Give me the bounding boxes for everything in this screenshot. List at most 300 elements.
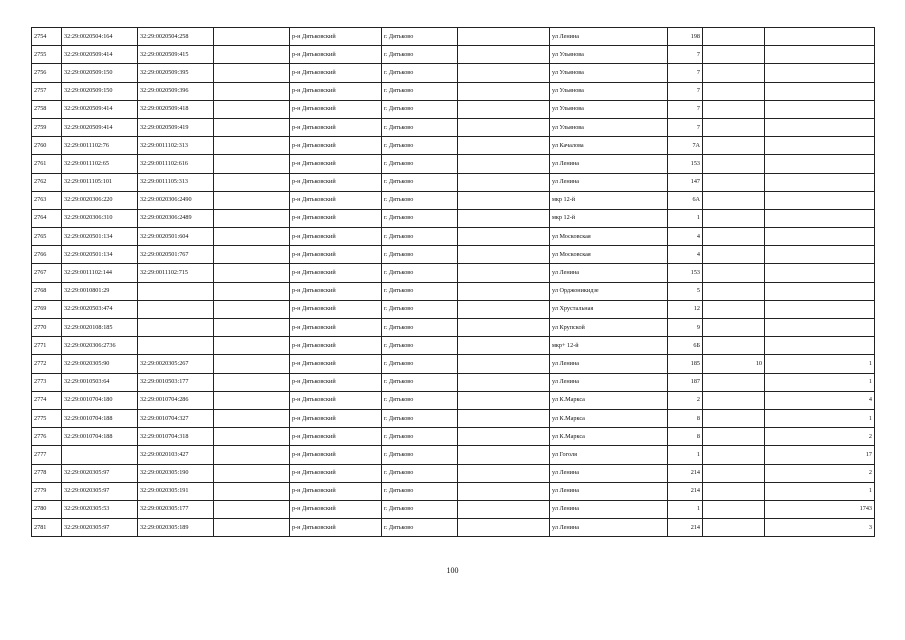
cell-apartment [765, 337, 875, 355]
cell-district: р-н Дятьковский [290, 464, 382, 482]
cell-building [703, 228, 765, 246]
cell-street: ул Ленина [550, 173, 668, 191]
cell-apartment [765, 173, 875, 191]
cell-blank-col-2 [458, 464, 550, 482]
cell-city: г. Дятьково [382, 264, 458, 282]
table-row [32, 373, 875, 391]
cell-house-number: 187 [668, 373, 703, 391]
table-row [32, 209, 875, 227]
cell-district: р-н Дятьковский [290, 155, 382, 173]
cell-cadastral-number: 32:29:0011102:144 [62, 264, 138, 282]
cell-blank-col [214, 209, 290, 227]
cell-cadastral-number: 32:29:0020509:150 [62, 82, 138, 100]
table-row [32, 100, 875, 118]
cell-row-index: 2754 [32, 28, 62, 46]
cell-district: р-н Дятьковский [290, 46, 382, 64]
cell-cadastral-number: 32:29:0020305:90 [62, 355, 138, 373]
cell-city: г. Дятьково [382, 100, 458, 118]
cell-cadastral-number [62, 446, 138, 464]
cell-apartment [765, 264, 875, 282]
cell-street: ул Ленина [550, 482, 668, 500]
table-row [32, 428, 875, 446]
cell-district: р-н Дятьковский [290, 28, 382, 46]
cell-blank-col [214, 173, 290, 191]
cell-row-index: 2772 [32, 355, 62, 373]
cell-apartment [765, 100, 875, 118]
cell-object-number [138, 337, 214, 355]
cell-apartment: 3 [765, 519, 875, 537]
cell-district: р-н Дятьковский [290, 173, 382, 191]
cell-city: г. Дятьково [382, 191, 458, 209]
cell-city: г. Дятьково [382, 300, 458, 318]
registry-table [31, 27, 875, 537]
cell-house-number: 4 [668, 246, 703, 264]
cell-city: г. Дятьково [382, 28, 458, 46]
cell-house-number: 2 [668, 391, 703, 409]
cell-blank-col-2 [458, 28, 550, 46]
cell-district: р-н Дятьковский [290, 264, 382, 282]
cell-building [703, 118, 765, 136]
cell-building [703, 300, 765, 318]
table-row [32, 173, 875, 191]
cell-street: ул Ульянова [550, 82, 668, 100]
cell-house-number: 9 [668, 319, 703, 337]
cell-blank-col-2 [458, 355, 550, 373]
cell-object-number: 32:29:0020501:604 [138, 228, 214, 246]
cell-apartment [765, 282, 875, 300]
cell-house-number: 214 [668, 482, 703, 500]
cell-cadastral-number: 32:29:0020503:474 [62, 300, 138, 318]
cell-district: р-н Дятьковский [290, 482, 382, 500]
cell-row-index: 2775 [32, 409, 62, 427]
table-row [32, 82, 875, 100]
cell-object-number: 32:29:0020103:427 [138, 446, 214, 464]
cell-district: р-н Дятьковский [290, 64, 382, 82]
cell-cadastral-number: 32:29:0020108:185 [62, 319, 138, 337]
cell-blank-col [214, 191, 290, 209]
cell-building [703, 100, 765, 118]
cell-street: ул Ленина [550, 355, 668, 373]
cell-apartment [765, 28, 875, 46]
cell-blank-col-2 [458, 46, 550, 64]
cell-row-index: 2778 [32, 464, 62, 482]
cell-city: г. Дятьково [382, 118, 458, 136]
cell-blank-col-2 [458, 64, 550, 82]
cell-blank-col [214, 391, 290, 409]
cell-object-number: 32:29:0020509:396 [138, 82, 214, 100]
cell-street: ул Ленина [550, 519, 668, 537]
cell-house-number: 214 [668, 464, 703, 482]
cell-apartment [765, 82, 875, 100]
cell-city: г. Дятьково [382, 355, 458, 373]
cell-house-number: 7 [668, 64, 703, 82]
cell-cadastral-number: 32:29:0020305:97 [62, 482, 138, 500]
table-row [32, 137, 875, 155]
cell-cadastral-number: 32:29:0020509:414 [62, 100, 138, 118]
table-row [32, 446, 875, 464]
cell-blank-col-2 [458, 118, 550, 136]
cell-cadastral-number: 32:29:0010503:64 [62, 373, 138, 391]
cell-building [703, 482, 765, 500]
cell-blank-col [214, 82, 290, 100]
cell-house-number: 1 [668, 209, 703, 227]
cell-blank-col [214, 155, 290, 173]
cell-district: р-н Дятьковский [290, 337, 382, 355]
cell-object-number [138, 319, 214, 337]
cell-street: ул Ленина [550, 28, 668, 46]
cell-house-number: 7 [668, 100, 703, 118]
cell-cadastral-number: 32:29:0011105:101 [62, 173, 138, 191]
cell-cadastral-number: 32:29:0010704:188 [62, 428, 138, 446]
cell-district: р-н Дятьковский [290, 282, 382, 300]
cell-object-number [138, 282, 214, 300]
cell-street: ул Ленина [550, 373, 668, 391]
cell-house-number: 7 [668, 82, 703, 100]
cell-house-number: 1 [668, 500, 703, 518]
cell-row-index: 2765 [32, 228, 62, 246]
cell-building [703, 500, 765, 518]
cell-cadastral-number: 32:29:0010801:29 [62, 282, 138, 300]
cell-blank-col [214, 446, 290, 464]
cell-blank-col-2 [458, 428, 550, 446]
table-row [32, 337, 875, 355]
cell-building [703, 209, 765, 227]
cell-building [703, 46, 765, 64]
cell-blank-col [214, 464, 290, 482]
cell-street: ул Ульянова [550, 118, 668, 136]
cell-district: р-н Дятьковский [290, 209, 382, 227]
cell-district: р-н Дятьковский [290, 100, 382, 118]
cell-building [703, 391, 765, 409]
cell-object-number: 32:29:0011102:616 [138, 155, 214, 173]
cell-street: ул Качалова [550, 137, 668, 155]
cell-apartment [765, 191, 875, 209]
cell-house-number: 214 [668, 519, 703, 537]
cell-street: мкр+ 12-й [550, 337, 668, 355]
cell-blank-col [214, 373, 290, 391]
page-number: 100 [446, 566, 459, 575]
cell-row-index: 2757 [32, 82, 62, 100]
cell-street: ул К.Маркса [550, 409, 668, 427]
cell-blank-col [214, 519, 290, 537]
table-row [32, 191, 875, 209]
cell-object-number: 32:29:0010704:318 [138, 428, 214, 446]
table-row [32, 155, 875, 173]
cell-apartment: 17 [765, 446, 875, 464]
cell-apartment: 2 [765, 428, 875, 446]
cell-cadastral-number: 32:29:0020305:97 [62, 519, 138, 537]
cell-blank-col-2 [458, 246, 550, 264]
cell-building [703, 28, 765, 46]
cell-object-number: 32:29:0020306:2489 [138, 209, 214, 227]
cell-building [703, 64, 765, 82]
cell-object-number: 32:29:0010704:286 [138, 391, 214, 409]
cell-district: р-н Дятьковский [290, 300, 382, 318]
cell-building [703, 137, 765, 155]
cell-street: ул Ульянова [550, 100, 668, 118]
cell-house-number: 6А [668, 191, 703, 209]
cell-building [703, 155, 765, 173]
cell-house-number: 8 [668, 428, 703, 446]
cell-row-index: 2761 [32, 155, 62, 173]
cell-blank-col-2 [458, 209, 550, 227]
cell-blank-col [214, 300, 290, 318]
cell-blank-col [214, 409, 290, 427]
cell-building [703, 82, 765, 100]
cell-city: г. Дятьково [382, 137, 458, 155]
cell-apartment [765, 209, 875, 227]
cell-object-number: 32:29:0020501:767 [138, 246, 214, 264]
cell-row-index: 2756 [32, 64, 62, 82]
cell-district: р-н Дятьковский [290, 191, 382, 209]
cell-blank-col-2 [458, 409, 550, 427]
cell-object-number: 32:29:0020509:418 [138, 100, 214, 118]
cell-house-number: 7А [668, 137, 703, 155]
cell-row-index: 2770 [32, 319, 62, 337]
cell-street: ул Московская [550, 228, 668, 246]
cell-house-number: 7 [668, 118, 703, 136]
cell-cadastral-number: 32:29:0020306:310 [62, 209, 138, 227]
cell-row-index: 2758 [32, 100, 62, 118]
cell-blank-col [214, 355, 290, 373]
cell-blank-col [214, 100, 290, 118]
cell-cadastral-number: 32:29:0011102:65 [62, 155, 138, 173]
cell-cadastral-number: 32:29:0020306:2736 [62, 337, 138, 355]
cell-row-index: 2773 [32, 373, 62, 391]
cell-blank-col [214, 319, 290, 337]
cell-district: р-н Дятьковский [290, 500, 382, 518]
cell-street: ул Московская [550, 246, 668, 264]
cell-blank-col-2 [458, 482, 550, 500]
cell-object-number: 32:29:0020509:415 [138, 46, 214, 64]
cell-row-index: 2776 [32, 428, 62, 446]
cell-cadastral-number: 32:29:0020509:414 [62, 46, 138, 64]
cell-object-number: 32:29:0020305:267 [138, 355, 214, 373]
cell-apartment [765, 118, 875, 136]
cell-city: г. Дятьково [382, 173, 458, 191]
cell-apartment [765, 228, 875, 246]
cell-blank-col-2 [458, 373, 550, 391]
cell-row-index: 2774 [32, 391, 62, 409]
cell-row-index: 2767 [32, 264, 62, 282]
cell-blank-col [214, 500, 290, 518]
cell-apartment: 1 [765, 355, 875, 373]
cell-object-number: 32:29:0011102:313 [138, 137, 214, 155]
cell-house-number: 1 [668, 446, 703, 464]
cell-cadastral-number: 32:29:0020504:164 [62, 28, 138, 46]
cell-street: ул Ульянова [550, 64, 668, 82]
cell-blank-col-2 [458, 264, 550, 282]
cell-row-index: 2781 [32, 519, 62, 537]
table-row [32, 355, 875, 373]
cell-apartment: 1 [765, 409, 875, 427]
table-row [32, 391, 875, 409]
table-row [32, 482, 875, 500]
cell-district: р-н Дятьковский [290, 373, 382, 391]
cell-district: р-н Дятьковский [290, 519, 382, 537]
cell-cadastral-number: 32:29:0020501:134 [62, 246, 138, 264]
cell-building [703, 246, 765, 264]
cell-district: р-н Дятьковский [290, 409, 382, 427]
cell-row-index: 2755 [32, 46, 62, 64]
table-row [32, 282, 875, 300]
cell-street: ул К.Маркса [550, 391, 668, 409]
cell-district: р-н Дятьковский [290, 428, 382, 446]
cell-street: мкр 12-й [550, 191, 668, 209]
table-row [32, 46, 875, 64]
cell-building [703, 373, 765, 391]
cell-district: р-н Дятьковский [290, 228, 382, 246]
cell-blank-col-2 [458, 282, 550, 300]
cell-cadastral-number: 32:29:0010704:180 [62, 391, 138, 409]
cell-city: г. Дятьково [382, 428, 458, 446]
cell-house-number: 185 [668, 355, 703, 373]
cell-street: ул Ленина [550, 500, 668, 518]
cell-row-index: 2764 [32, 209, 62, 227]
cell-house-number: 7 [668, 46, 703, 64]
cell-row-index: 2780 [32, 500, 62, 518]
cell-city: г. Дятьково [382, 391, 458, 409]
cell-apartment [765, 46, 875, 64]
cell-city: г. Дятьково [382, 282, 458, 300]
cell-house-number: 198 [668, 28, 703, 46]
cell-blank-col [214, 46, 290, 64]
cell-district: р-н Дятьковский [290, 246, 382, 264]
cell-object-number: 32:29:0020509:419 [138, 118, 214, 136]
cell-row-index: 2762 [32, 173, 62, 191]
cell-blank-col [214, 137, 290, 155]
cell-street: ул Крупской [550, 319, 668, 337]
cell-blank-col [214, 28, 290, 46]
cell-street: ул Гоголя [550, 446, 668, 464]
cell-district: р-н Дятьковский [290, 391, 382, 409]
cell-cadastral-number: 32:29:0020306:220 [62, 191, 138, 209]
cell-blank-col [214, 118, 290, 136]
cell-blank-col [214, 428, 290, 446]
cell-city: г. Дятьково [382, 64, 458, 82]
cell-cadastral-number: 32:29:0020305:97 [62, 464, 138, 482]
cell-apartment: 2 [765, 464, 875, 482]
table-row [32, 228, 875, 246]
cell-apartment: 4 [765, 391, 875, 409]
cell-row-index: 2769 [32, 300, 62, 318]
table-row [32, 319, 875, 337]
table-row [32, 500, 875, 518]
cell-cadastral-number: 32:29:0020305:53 [62, 500, 138, 518]
table-row [32, 28, 875, 46]
cell-house-number: 147 [668, 173, 703, 191]
cell-blank-col [214, 264, 290, 282]
cell-street: ул Ульянова [550, 46, 668, 64]
cell-blank-col-2 [458, 391, 550, 409]
cell-blank-col-2 [458, 228, 550, 246]
cell-cadastral-number: 32:29:0020501:134 [62, 228, 138, 246]
cell-building [703, 173, 765, 191]
cell-blank-col-2 [458, 500, 550, 518]
cell-object-number: 32:29:0020305:189 [138, 519, 214, 537]
cell-building [703, 191, 765, 209]
cell-apartment: 1743 [765, 500, 875, 518]
table-row [32, 246, 875, 264]
cell-row-index: 2779 [32, 482, 62, 500]
cell-apartment [765, 155, 875, 173]
cell-city: г. Дятьково [382, 482, 458, 500]
cell-apartment: 1 [765, 482, 875, 500]
cell-object-number: 32:29:0010503:177 [138, 373, 214, 391]
cell-apartment [765, 319, 875, 337]
cell-district: р-н Дятьковский [290, 137, 382, 155]
cell-house-number: 4 [668, 228, 703, 246]
cell-row-index: 2766 [32, 246, 62, 264]
table-row [32, 118, 875, 136]
table-row [32, 409, 875, 427]
cell-apartment [765, 246, 875, 264]
cell-house-number: 8 [668, 409, 703, 427]
cell-building [703, 319, 765, 337]
cell-city: г. Дятьково [382, 209, 458, 227]
cell-building: 10 [703, 355, 765, 373]
cell-blank-col-2 [458, 82, 550, 100]
cell-row-index: 2759 [32, 118, 62, 136]
cell-house-number: 5 [668, 282, 703, 300]
cell-building [703, 264, 765, 282]
cell-apartment [765, 300, 875, 318]
table-row [32, 264, 875, 282]
cell-row-index: 2771 [32, 337, 62, 355]
cell-city: г. Дятьково [382, 373, 458, 391]
cell-cadastral-number: 32:29:0010704:188 [62, 409, 138, 427]
cell-cadastral-number: 32:29:0011102:76 [62, 137, 138, 155]
cell-district: р-н Дятьковский [290, 355, 382, 373]
cell-street: ул Ленина [550, 464, 668, 482]
cell-blank-col [214, 246, 290, 264]
cell-street: ул Орджоникидзе [550, 282, 668, 300]
cell-building [703, 409, 765, 427]
table-row [32, 300, 875, 318]
table-row [32, 519, 875, 537]
cell-city: г. Дятьково [382, 500, 458, 518]
cell-house-number: 153 [668, 155, 703, 173]
cell-city: г. Дятьково [382, 155, 458, 173]
cell-district: р-н Дятьковский [290, 82, 382, 100]
cell-blank-col [214, 228, 290, 246]
cell-row-index: 2763 [32, 191, 62, 209]
cell-blank-col [214, 337, 290, 355]
cell-house-number: 12 [668, 300, 703, 318]
cell-apartment [765, 137, 875, 155]
cell-house-number: 6Б [668, 337, 703, 355]
table-row [32, 464, 875, 482]
cell-building [703, 519, 765, 537]
cell-cadastral-number: 32:29:0020509:150 [62, 64, 138, 82]
cell-street: ул К.Маркса [550, 428, 668, 446]
cell-city: г. Дятьково [382, 409, 458, 427]
cell-apartment [765, 64, 875, 82]
cell-object-number: 32:29:0020305:190 [138, 464, 214, 482]
cell-blank-col-2 [458, 155, 550, 173]
cell-street: мкр 12-й [550, 209, 668, 227]
cell-blank-col-2 [458, 519, 550, 537]
cell-object-number: 32:29:0020305:191 [138, 482, 214, 500]
cell-city: г. Дятьково [382, 446, 458, 464]
cell-object-number [138, 300, 214, 318]
cell-street: ул Ленина [550, 155, 668, 173]
cell-blank-col [214, 482, 290, 500]
cell-building [703, 428, 765, 446]
cell-object-number: 32:29:0011105:313 [138, 173, 214, 191]
cell-city: г. Дятьково [382, 519, 458, 537]
cell-object-number: 32:29:0020306:2490 [138, 191, 214, 209]
